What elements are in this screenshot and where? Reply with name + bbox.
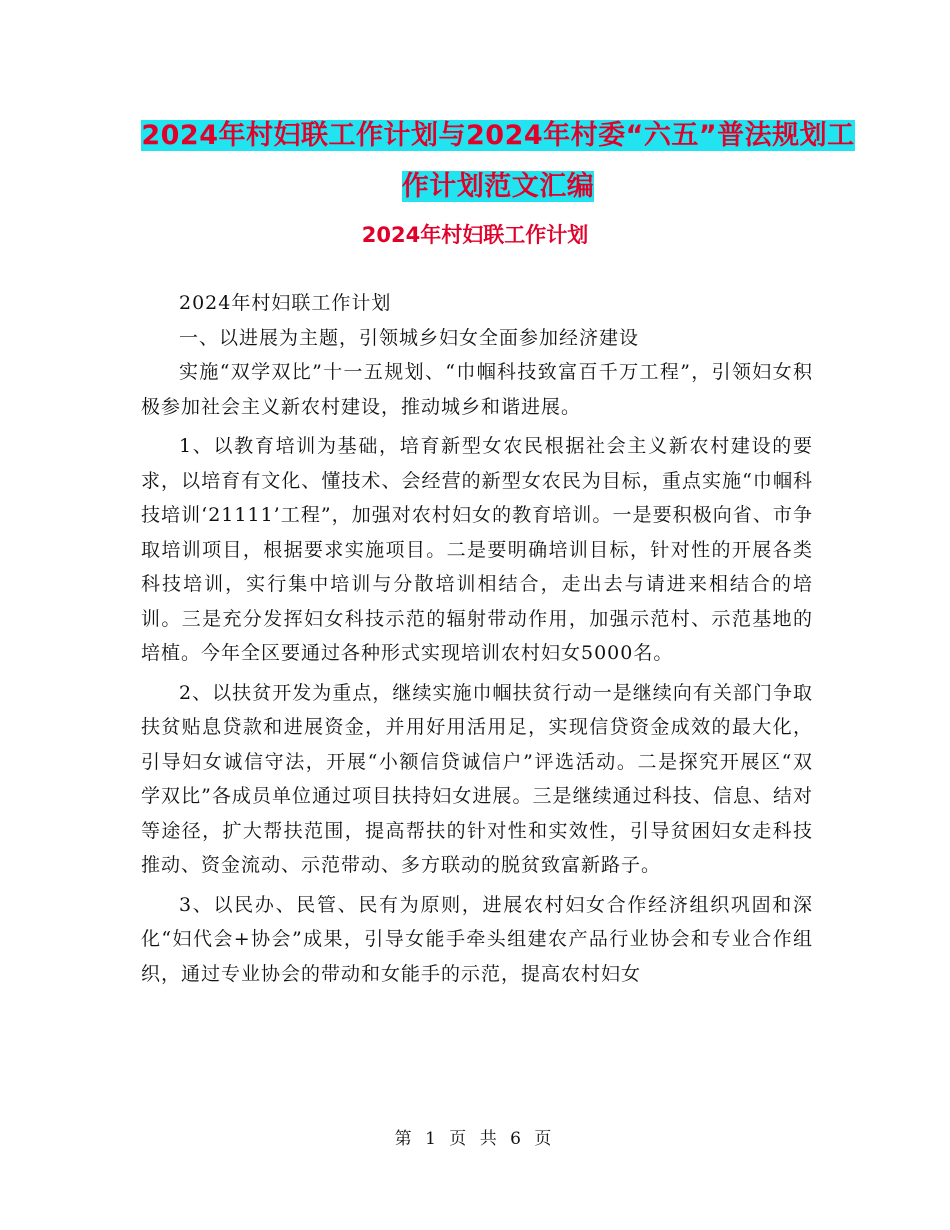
body-paragraph: 1、以教育培训为基础，培育新型女农民根据社会主义新农村建设的要求，以培育有文化、懂技术、会经营的新型女农民为目标，重点实施“巾帼科技培训‘21111’工程”，加强对农村妇女的教育培训。一是要积极向省、市争取培训项目，根据要求实施项目。二是要明确培训目标，针对性的开展各类科技培训，实行集中培训与分散培训相结合，走出去与请进来相结合的培训。三是充分发挥妇女科技示范的辐射带动作用，加强示范村、示范基地的培植。今年全区要通过各种形式实现培训农村妇女5000名。 [141,435,813,664]
body-paragraph: 2024年村妇联工作计划 [179,292,392,314]
document-body [141,286,813,991]
document-title [140,110,856,212]
body-paragraph: 实施“双学双比”十一五规划、“巾帼科技致富百千万工程”，引领妇女积极参加社会主义新农村建设，推动城乡和谐进展。 [141,361,813,418]
section-title: 2024年村妇联工作计划 [361,223,589,247]
body-paragraph: 3、以民办、民管、民有为原则，进展农村妇女合作经济组织巩固和深化“妇代会+协会”成果，引导女能手牵头组建农产品行业协会和专业合作组织，通过专业协会的带动和女能手的示范，提高农村妇女 [141,893,813,985]
document-title-text: 2024年村妇联工作计划与2024年村委“六五”普法规划工作计划范文汇编 [141,120,855,202]
page-number: 第 1 页 共 6 页 [394,1129,556,1149]
body-paragraph: 一、以进展为主题，引领城乡妇女全面参加经济建设 [179,326,640,349]
body-paragraph: 2、以扶贫开发为重点，继续实施巾帼扶贫行动一是继续向有关部门争取扶贫贴息贷款和进展资金，并用好用活用足，实现信贷资金成效的最大化，引导妇女诚信守法，开展“小额信贷诚信户”评选活动。二是探究开展区“双学双比”各成员单位通过项目扶持妇女进展。三是继续通过科技、信息、结对等途径，扩大帮扶范围，提高帮扶的针对性和实效性，引导贫困妇女走科技推动、资金流动、示范带动、多方联动的脱贫致富新路子。 [141,681,813,876]
